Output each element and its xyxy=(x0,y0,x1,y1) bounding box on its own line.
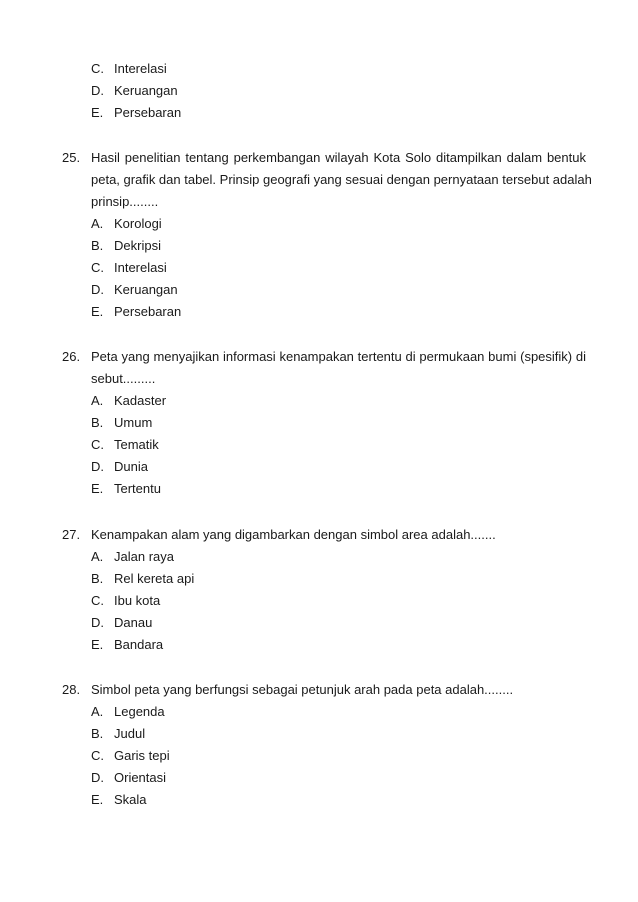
question-number: 28. xyxy=(62,682,81,697)
option-a xyxy=(91,392,166,410)
option-letter: E. xyxy=(91,481,104,496)
option-e xyxy=(91,480,161,498)
option-letter: D. xyxy=(91,770,104,785)
option-text: Legenda xyxy=(114,704,165,719)
question-number: 27. xyxy=(62,527,81,542)
option-letter: A. xyxy=(91,216,104,231)
option-d xyxy=(91,614,152,632)
option-c xyxy=(91,60,167,78)
option-text: Korologi xyxy=(114,216,162,231)
option-letter: C. xyxy=(91,748,104,763)
question-text-line: peta, grafik dan tabel. Prinsip geografi yang sesuai dengan pernyataan tersebut adalah xyxy=(91,172,592,187)
option-letter: C. xyxy=(91,61,104,76)
option-letter: C. xyxy=(91,260,104,275)
option-letter: E. xyxy=(91,304,104,319)
question-text-line: sebut......... xyxy=(91,371,156,386)
option-text: Persebaran xyxy=(114,105,182,120)
option-letter: A. xyxy=(91,549,104,564)
option-text: Judul xyxy=(114,726,146,741)
option-text: Jalan raya xyxy=(114,549,174,564)
question-text-line: prinsip........ xyxy=(91,194,159,209)
option-a xyxy=(91,548,174,566)
option-letter: E. xyxy=(91,105,104,120)
option-b xyxy=(91,237,161,255)
option-b xyxy=(91,414,152,432)
option-letter: B. xyxy=(91,415,104,430)
option-e xyxy=(91,791,147,809)
option-text: Danau xyxy=(114,615,153,630)
option-text: Bandara xyxy=(114,637,164,652)
option-text: Persebaran xyxy=(114,304,182,319)
option-text: Interelasi xyxy=(114,260,167,275)
question-text-line: Hasil penelitian tentang perkembangan wilayah Kota Solo ditampilkan dalam bentuk xyxy=(91,150,586,165)
option-d xyxy=(91,82,178,100)
option-text: Interelasi xyxy=(114,61,167,76)
option-e xyxy=(91,636,163,654)
option-b xyxy=(91,570,194,588)
option-c xyxy=(91,747,170,765)
option-letter: C. xyxy=(91,593,104,608)
option-text: Orientasi xyxy=(114,770,167,785)
option-text: Umum xyxy=(114,415,153,430)
question-text-line: Kenampakan alam yang digambarkan dengan simbol area adalah....... xyxy=(91,527,496,542)
option-e xyxy=(91,303,181,321)
option-text: Garis tepi xyxy=(114,748,170,763)
option-d xyxy=(91,458,148,476)
option-letter: A. xyxy=(91,704,104,719)
option-text: Tematik xyxy=(114,437,159,452)
option-letter: B. xyxy=(91,238,104,253)
option-text: Skala xyxy=(114,792,147,807)
option-letter: D. xyxy=(91,459,104,474)
option-c xyxy=(91,592,160,610)
option-text: Keruangan xyxy=(114,83,178,98)
question-text-line: Peta yang menyajikan informasi kenampakan tertentu di permukaan bumi (spesifik) di xyxy=(91,349,586,364)
option-letter: C. xyxy=(91,437,104,452)
option-text: Ibu kota xyxy=(114,593,161,608)
option-e xyxy=(91,104,181,122)
option-text: Tertentu xyxy=(114,481,161,496)
option-letter: D. xyxy=(91,615,104,630)
option-text: Rel kereta api xyxy=(114,571,195,586)
option-d xyxy=(91,769,166,787)
option-letter: D. xyxy=(91,83,104,98)
question-text-line: Simbol peta yang berfungsi sebagai petunjuk arah pada peta adalah........ xyxy=(91,682,514,697)
option-text: Dekripsi xyxy=(114,238,161,253)
option-c xyxy=(91,436,159,454)
option-letter: B. xyxy=(91,571,104,586)
option-text: Dunia xyxy=(114,459,148,474)
option-a xyxy=(91,215,162,233)
option-letter: E. xyxy=(91,637,104,652)
question-number: 25. xyxy=(62,150,81,165)
option-b xyxy=(91,725,145,743)
question-number: 26. xyxy=(62,349,81,364)
option-letter: D. xyxy=(91,282,104,297)
option-letter: B. xyxy=(91,726,104,741)
option-letter: A. xyxy=(91,393,104,408)
option-letter: E. xyxy=(91,792,104,807)
option-c xyxy=(91,259,167,277)
option-text: Kadaster xyxy=(114,393,167,408)
option-d xyxy=(91,281,178,299)
option-a xyxy=(91,703,165,721)
option-text: Keruangan xyxy=(114,282,178,297)
